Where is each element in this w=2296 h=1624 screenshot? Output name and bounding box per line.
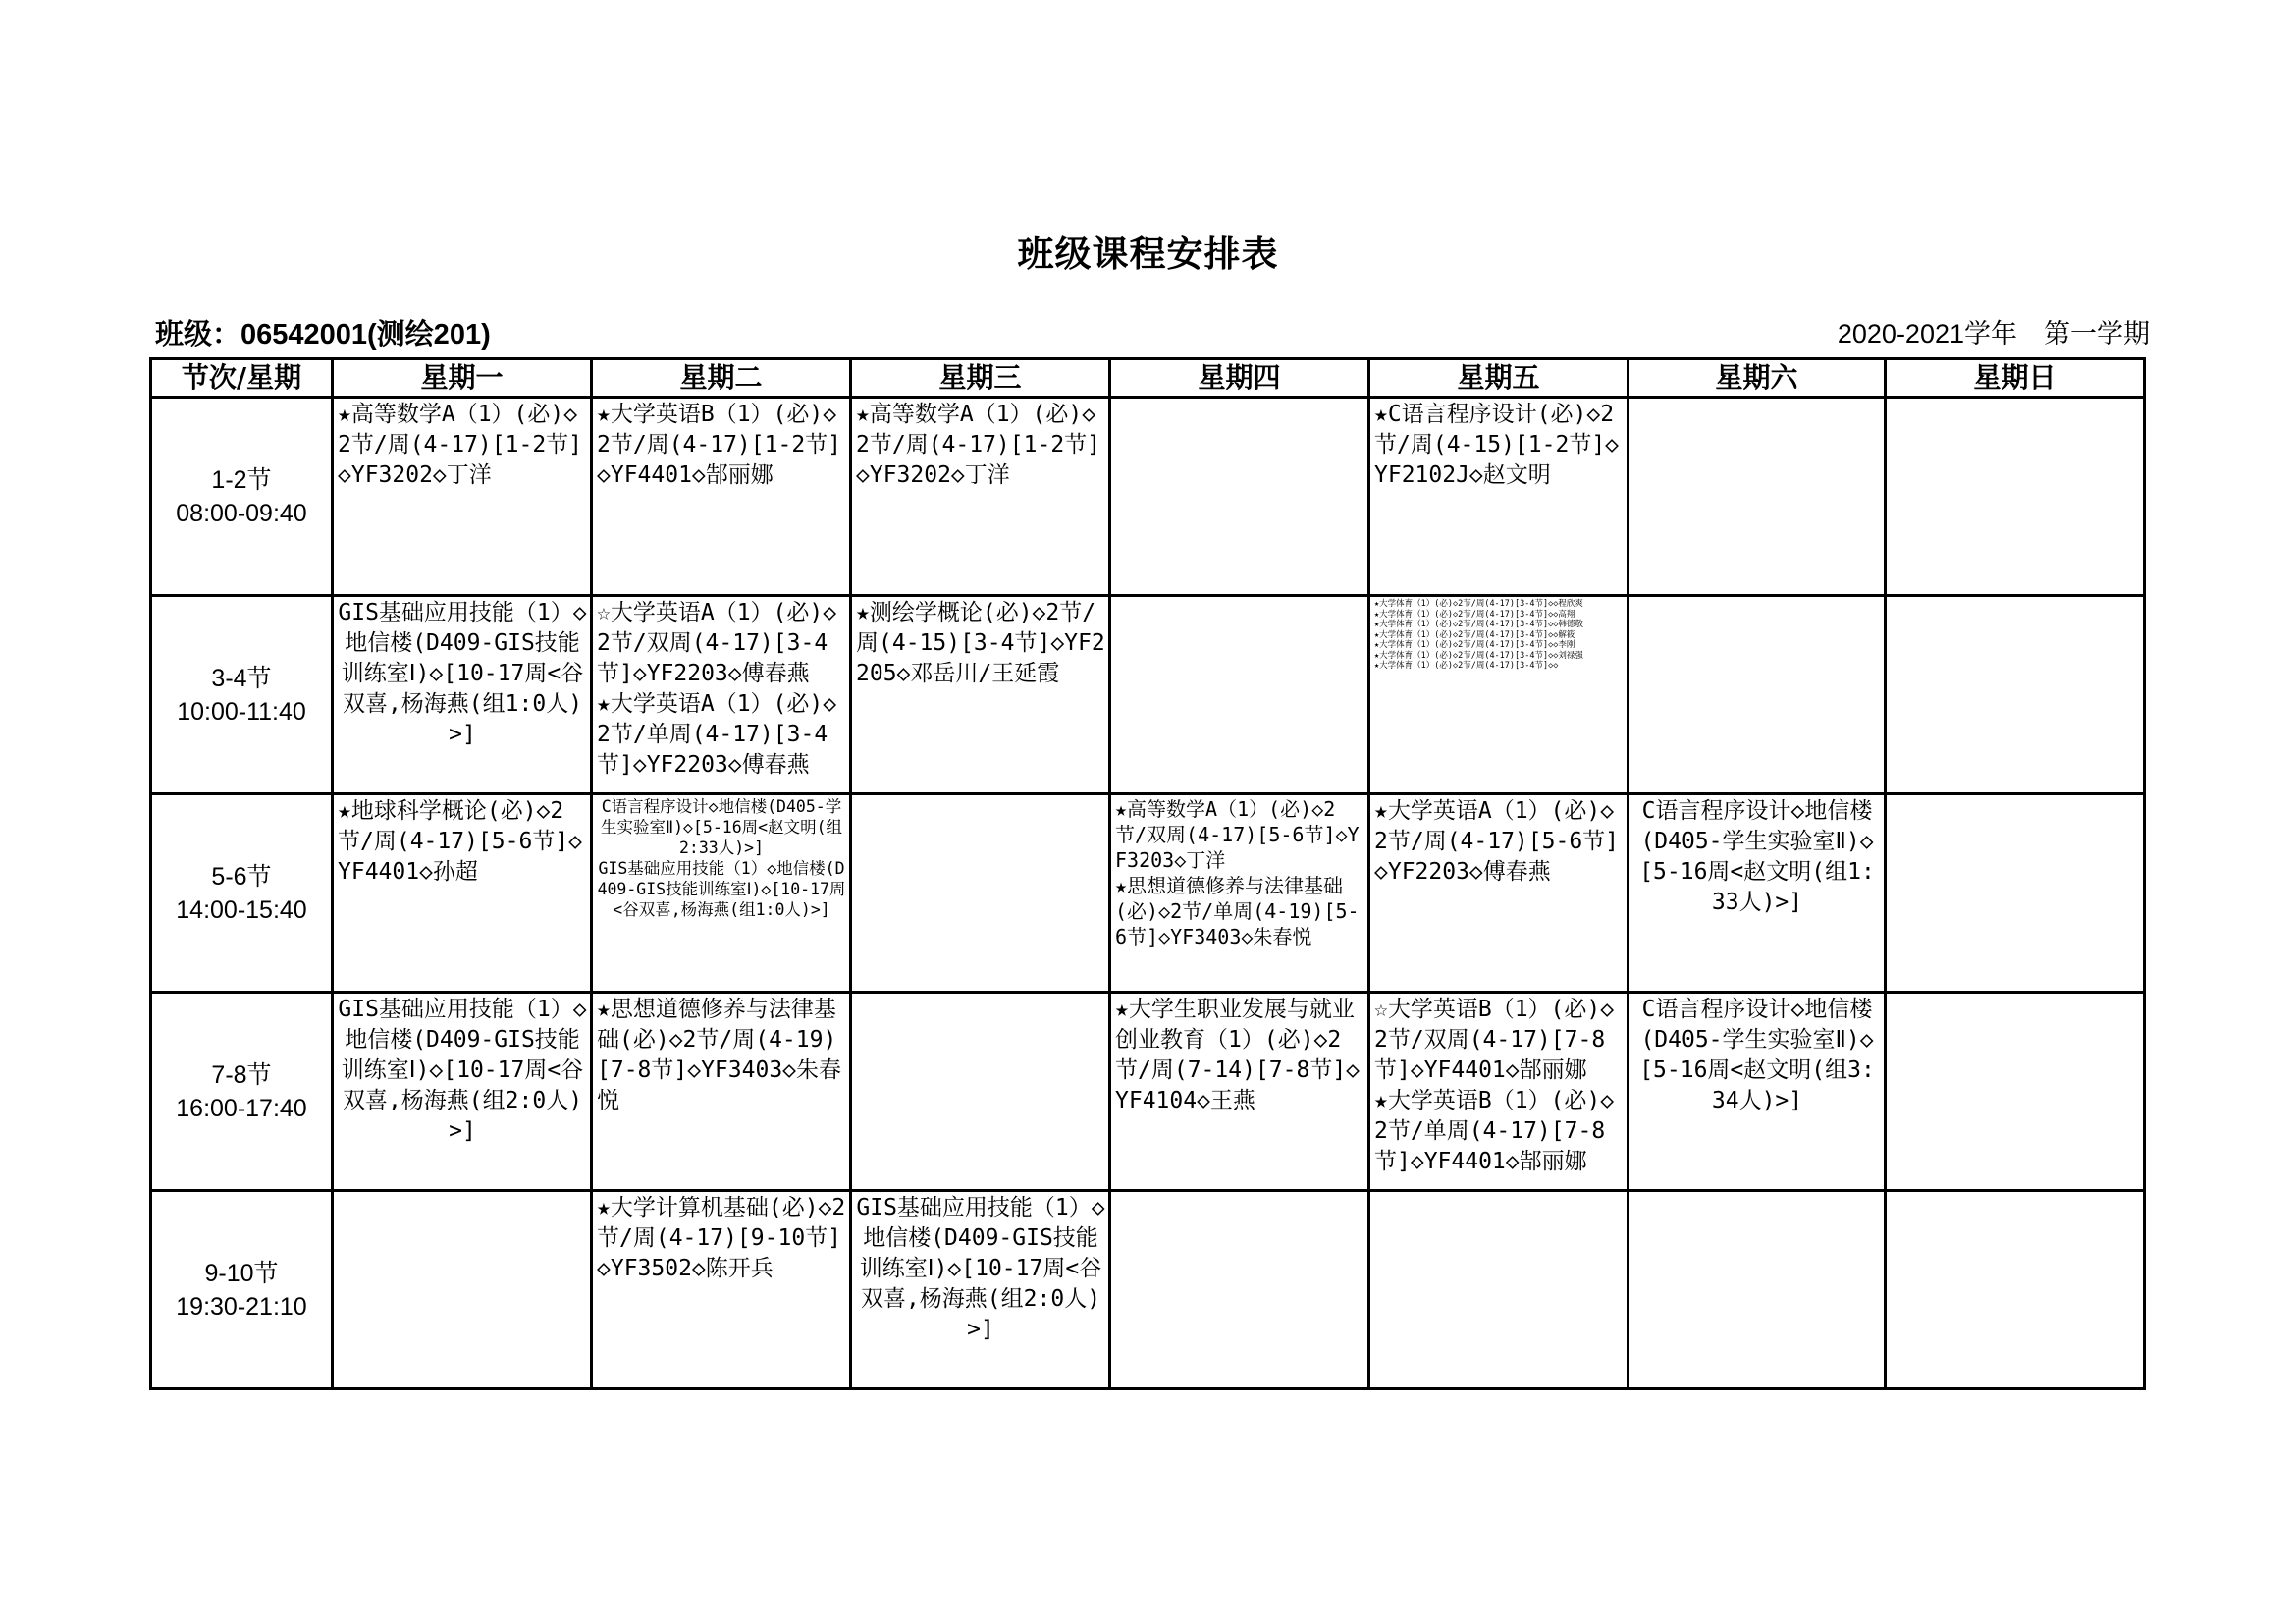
course-cell bbox=[1369, 794, 1629, 993]
empty-cell bbox=[1110, 596, 1369, 794]
empty-cell bbox=[1629, 398, 1886, 596]
period-time: 16:00-17:40 bbox=[176, 1094, 307, 1122]
course-cell bbox=[1629, 993, 1886, 1191]
schedule-table bbox=[149, 357, 2146, 1390]
course-entry: ★大学英语B（1）(必)◇2节/周(4-17)[1-2节]◇YF4401◇郜丽娜 bbox=[597, 402, 842, 488]
period-time: 19:30-21:10 bbox=[176, 1292, 307, 1321]
course-entry: GIS基础应用技能（1）◇地信楼(D409-GIS技能训练室Ⅰ)◇[10-17周<谷双喜,杨海燕(组2:0人)>] bbox=[338, 997, 587, 1144]
course-entry: ★大学体育（1）(必)◇2节/周(4-17)[3-4节]◇◇李刚 bbox=[1374, 640, 1575, 650]
empty-cell bbox=[1110, 398, 1369, 596]
course-cell bbox=[333, 794, 592, 993]
course-cell bbox=[851, 1191, 1110, 1389]
empty-cell bbox=[1886, 1191, 2145, 1389]
course-entry: ★思想道德修养与法律基础(必)◇2节/单周(4-19)[5-6节]◇YF3403◇朱春悦 bbox=[1115, 874, 1360, 948]
empty-cell bbox=[851, 993, 1110, 1191]
course-cell bbox=[333, 398, 592, 596]
course-cell bbox=[1369, 596, 1629, 794]
period-label: 1-2节 bbox=[211, 465, 272, 494]
period-label: 5-6节 bbox=[211, 862, 272, 891]
course-entry: ★大学计算机基础(必)◇2节/周(4-17)[9-10节]◇YF3502◇陈开兵 bbox=[597, 1195, 846, 1281]
period-label: 3-4节 bbox=[211, 664, 272, 692]
course-entry: ★大学体育（1）(必)◇2节/周(4-17)[3-4节]◇◇程欣爽 bbox=[1374, 599, 1583, 609]
course-entry: ★大学体育（1）(必)◇2节/周(4-17)[3-4节]◇◇韩德敬 bbox=[1374, 620, 1583, 629]
period-cell bbox=[151, 398, 333, 596]
header-sunday: 星期日 bbox=[1886, 359, 2145, 398]
course-cell bbox=[1110, 993, 1369, 1191]
course-cell bbox=[333, 993, 592, 1191]
empty-cell bbox=[1629, 596, 1886, 794]
header-saturday: 星期六 bbox=[1629, 359, 1886, 398]
course-cell bbox=[592, 596, 851, 794]
course-cell bbox=[333, 596, 592, 794]
empty-cell bbox=[1110, 1191, 1369, 1389]
course-cell bbox=[1110, 794, 1369, 993]
period-cell bbox=[151, 993, 333, 1191]
period-time: 14:00-15:40 bbox=[176, 895, 307, 924]
course-entry: ★大学体育（1）(必)◇2节/周(4-17)[3-4节]◇◇刘禄强 bbox=[1374, 650, 1583, 661]
period-cell bbox=[151, 1191, 333, 1389]
course-entry: C语言程序设计◇地信楼(D405-学生实验室Ⅱ)◇[5-16周<赵文明(组1:33人)>] bbox=[1639, 798, 1875, 915]
course-entry: ☆大学英语B（1）(必)◇2节/双周(4-17)[7-8节]◇YF4401◇郜丽娜 bbox=[1374, 997, 1615, 1083]
course-entry: ★大学体育（1）(必)◇2节/周(4-17)[3-4节]◇◇解筱 bbox=[1374, 629, 1575, 640]
course-cell bbox=[1369, 993, 1629, 1191]
course-entry: GIS基础应用技能（1）◇地信楼(D409-GIS技能训练室Ⅰ)◇[10-17周<谷双喜,杨海燕(组2:0人)>] bbox=[856, 1195, 1105, 1342]
table-row bbox=[151, 993, 2145, 1191]
empty-cell bbox=[1369, 1191, 1629, 1389]
course-cell bbox=[1629, 794, 1886, 993]
course-cell bbox=[592, 1191, 851, 1389]
empty-cell bbox=[1629, 1191, 1886, 1389]
course-cell bbox=[592, 993, 851, 1191]
header-monday: 星期一 bbox=[333, 359, 592, 398]
page-title: 班级课程安排表 bbox=[1017, 233, 1279, 275]
empty-cell bbox=[333, 1191, 592, 1389]
course-cell bbox=[851, 398, 1110, 596]
course-entry: C语言程序设计◇地信楼(D405-学生实验室Ⅱ)◇[5-16周<赵文明(组2:33人)>] bbox=[600, 797, 843, 857]
empty-cell bbox=[851, 794, 1110, 993]
period-label: 9-10节 bbox=[204, 1259, 279, 1287]
course-cell bbox=[592, 794, 851, 993]
period-time: 10:00-11:40 bbox=[177, 697, 306, 726]
table-row bbox=[151, 794, 2145, 993]
course-entry: GIS基础应用技能（1）◇地信楼(D409-GIS技能训练室Ⅰ)◇[10-17周<谷双喜,杨海燕(组1:0人)>] bbox=[597, 859, 846, 919]
course-entry: ★大学英语A（1）(必)◇2节/周(4-17)[5-6节]◇YF2203◇傅春燕 bbox=[1374, 798, 1620, 885]
table-row bbox=[151, 596, 2145, 794]
course-entry: ★大学体育（1）(必)◇2节/周(4-17)[3-4节]◇◇ bbox=[1374, 661, 1559, 671]
period-cell bbox=[151, 794, 333, 993]
course-entry: C语言程序设计◇地信楼(D405-学生实验室Ⅱ)◇[5-16周<赵文明(组3:34人)>] bbox=[1639, 997, 1875, 1113]
course-cell bbox=[1369, 398, 1629, 596]
empty-cell bbox=[1886, 596, 2145, 794]
term-label: 2020-2021学年 第一学期 bbox=[1837, 319, 2150, 349]
course-entry: ★大学英语A（1）(必)◇2节/单周(4-17)[3-4节]◇YF2203◇傅春燕 bbox=[597, 691, 837, 778]
course-entry: ★地球科学概论(必)◇2节/周(4-17)[5-6节]◇YF4401◇孙超 bbox=[338, 798, 583, 885]
header-row bbox=[151, 359, 2145, 398]
period-cell bbox=[151, 596, 333, 794]
header-period: 节次/星期 bbox=[151, 359, 333, 398]
table-row bbox=[151, 1191, 2145, 1389]
course-entry: ★高等数学A（1）(必)◇2节/周(4-17)[1-2节]◇YF3202◇丁洋 bbox=[856, 402, 1101, 488]
course-entry: ★大学生职业发展与就业创业教育（1）(必)◇2节/周(7-14)[7-8节]◇YF4104◇王燕 bbox=[1115, 997, 1361, 1113]
period-label: 7-8节 bbox=[211, 1060, 272, 1089]
course-cell bbox=[592, 398, 851, 596]
header-tuesday: 星期二 bbox=[592, 359, 851, 398]
empty-cell bbox=[1886, 993, 2145, 1191]
period-time: 08:00-09:40 bbox=[176, 499, 307, 527]
course-entry: ★大学英语B（1）(必)◇2节/单周(4-17)[7-8节]◇YF4401◇郜丽娜 bbox=[1374, 1088, 1615, 1174]
empty-cell bbox=[1886, 398, 2145, 596]
table-row bbox=[151, 398, 2145, 596]
course-entry: ★测绘学概论(必)◇2节/周(4-15)[3-4节]◇YF2205◇邓岳川/王延霞 bbox=[856, 600, 1105, 686]
header-friday: 星期五 bbox=[1369, 359, 1629, 398]
course-entry: GIS基础应用技能（1）◇地信楼(D409-GIS技能训练室Ⅰ)◇[10-17周<谷双喜,杨海燕(组1:0人)>] bbox=[338, 600, 587, 747]
course-entry: ★C语言程序设计(必)◇2节/周(4-15)[1-2节]◇YF2102J◇赵文明 bbox=[1374, 402, 1620, 488]
header-thursday: 星期四 bbox=[1110, 359, 1369, 398]
course-cell bbox=[851, 596, 1110, 794]
header-wednesday: 星期三 bbox=[851, 359, 1110, 398]
empty-cell bbox=[1886, 794, 2145, 993]
course-entry: ★大学体育（1）(必)◇2节/周(4-17)[3-4节]◇◇高翔 bbox=[1374, 609, 1575, 620]
course-entry: ★高等数学A（1）(必)◇2节/周(4-17)[1-2节]◇YF3202◇丁洋 bbox=[338, 402, 583, 488]
course-entry: ☆大学英语A（1）(必)◇2节/双周(4-17)[3-4节]◇YF2203◇傅春燕 bbox=[597, 600, 837, 686]
course-entry: ★高等数学A（1）(必)◇2节/双周(4-17)[5-6节]◇YF3203◇丁洋 bbox=[1115, 797, 1360, 872]
course-entry: ★思想道德修养与法律基础(必)◇2节/周(4-19)[7-8节]◇YF3403◇朱春悦 bbox=[597, 997, 842, 1113]
class-label: 班级：06542001(测绘201) bbox=[155, 319, 491, 351]
